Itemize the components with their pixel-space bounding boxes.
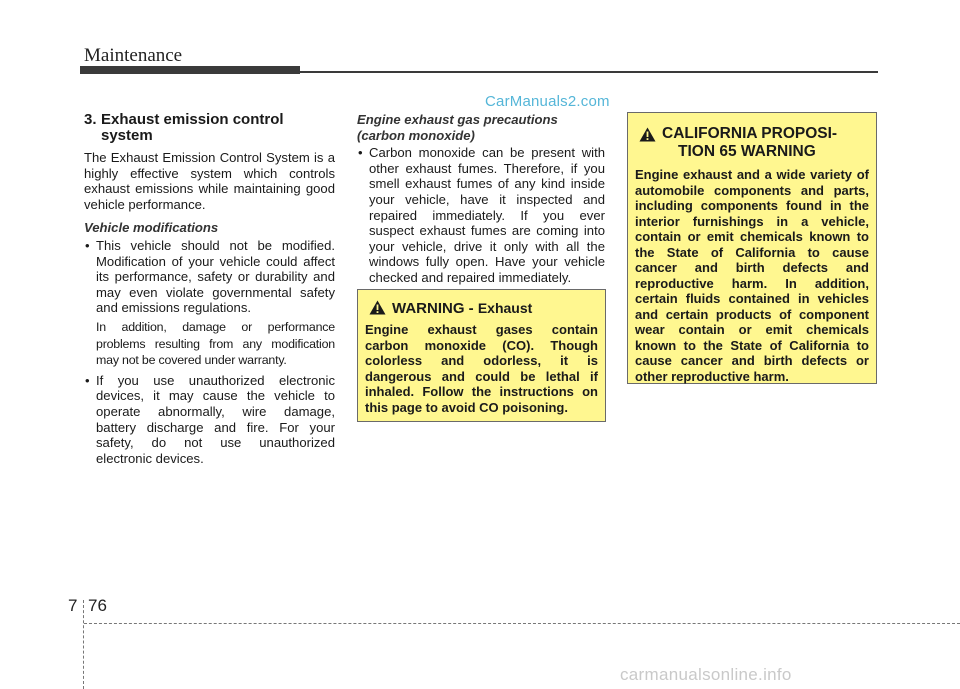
warning-box-exhaust (357, 289, 606, 422)
subheading-vehicle-modifications: Vehicle modifications (84, 220, 219, 236)
warning-exhaust-title (365, 300, 598, 317)
page-number: 76 (88, 596, 107, 615)
modifications-list (84, 238, 335, 466)
california-title-line2: TION 65 WARNING (678, 143, 816, 160)
warning-subtitle: Exhaust (477, 300, 533, 316)
section-title-line1: Exhaust emission control (101, 111, 284, 128)
california-title-line1: CALIFORNIA PROPOSI- (662, 125, 838, 142)
bullet-modification: This vehicle should not be modified. Modification of your vehicle could affect its performance, safety or durability and may even violate governmental safety and emissions regulations. (96, 237, 335, 316)
section-heading (84, 112, 335, 144)
header-rule-thin (300, 71, 878, 73)
warning-california-title (635, 125, 869, 161)
bullet-modification-extra: In addition, damage or performance problems resulting from any modification may not be covered under warranty. (96, 319, 335, 368)
section-intro: The Exhaust Emission Control System is a highly effective system which controls exhaust emissions while maintaining good vehicle performance. (84, 150, 335, 212)
warning-triangle-icon (369, 300, 386, 315)
watermark-carmanualsonline[interactable]: carmanualsonline.info (620, 665, 792, 684)
warning-dash: - (468, 300, 474, 317)
section-number: 3. (84, 111, 97, 128)
list-item (84, 373, 335, 467)
warning-triangle-icon (639, 127, 656, 142)
warning-box-california (627, 112, 877, 384)
warning-exhaust-body: Engine exhaust gases contain carbon monoxide (CO). Though colorless and odorless, it is dangerous and could be lethal if inhaled. Follow the instructions on this page to avoid CO poisoning. (365, 322, 598, 415)
bullet-carbon-monoxide: Carbon monoxide can be present with other exhaust fumes. Therefore, if you smell exhaust fumes of any kind inside your vehicle, have it inspected and repaired immediately. If you ever suspect exhaust fumes are coming into your vehicle, drive it only with all the windows fully open. Have your vehicle checked and repaired immediately. (369, 145, 605, 285)
column-left (84, 112, 335, 469)
subheading-exhaust-precautions: Engine exhaust gas precautions (carbon monoxide) (357, 112, 558, 143)
page-header-title: Maintenance (84, 45, 183, 66)
bullet-electronic-devices: If you use unauthorized electronic devices, it may cause the vehicle to operate abnormally, wire damage, battery discharge and fire. For your safety, do not use unauthorized electronic devices. (96, 372, 335, 466)
header-rule-thick (80, 66, 300, 74)
chapter-number: 7 (68, 596, 78, 615)
warning-california-body: Engine exhaust and a wide variety of automobile components and parts, including components found in the interior furnishings in a vehicle, contain or emit chemicals known to the State of California to cause cancer and birth defects and reproductive harm. In addition, certain fluids contained in vehicles and certain products of component wear contain or emit chemicals known to the State of California to cause cancer and birth defects or other reproductive harm. (635, 167, 869, 384)
list-item (84, 238, 335, 369)
footer-dashed-rule (84, 623, 960, 624)
watermark-carmanuals2[interactable]: CarManuals2.com (485, 93, 610, 110)
list-item (357, 145, 605, 285)
precautions-list (357, 145, 605, 285)
section-title-line2: system (101, 127, 153, 144)
column-middle (357, 112, 605, 289)
footer-dashed-divider (83, 600, 84, 689)
warning-label: WARNING (392, 300, 465, 317)
